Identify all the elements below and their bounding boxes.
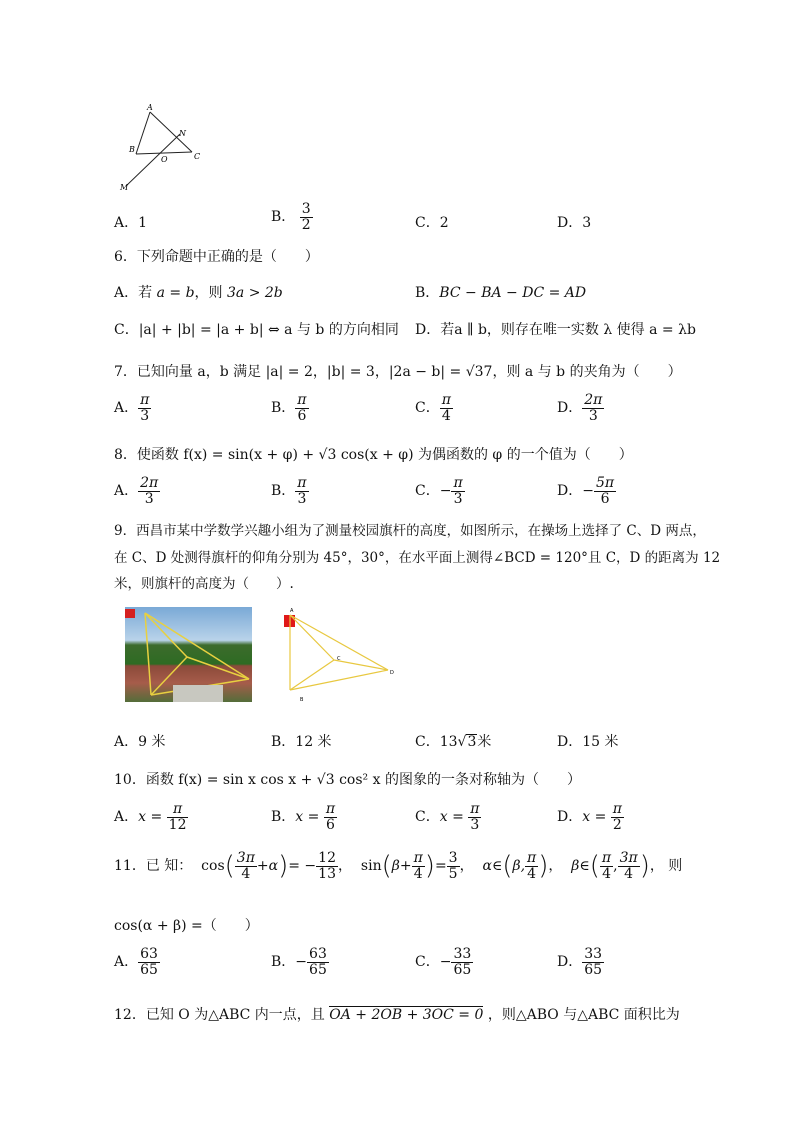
- q6-option-d-label: D．若: [415, 322, 455, 338]
- q6-option-b[interactable]: [415, 282, 586, 302]
- q5-option-b-fraction: $\frac{3}{2}$: [301, 201, 311, 233]
- q5-option-b[interactable]: [271, 202, 313, 232]
- q9-option-b[interactable]: B．12 米: [271, 734, 332, 750]
- q9-stem-line2: 在 C、D 处测得旗杆的仰角分别为 45°，30°，在水平面上测得∠BCD = 120°且 C，D 的距离为 12: [114, 550, 721, 566]
- q11-option-b[interactable]: B．− $\frac{63}{65}$: [271, 946, 327, 978]
- q11-stem-line2: cos(α + β) =（ ）: [114, 918, 259, 934]
- q7-option-b[interactable]: B． $\frac{\pi}{6}$: [271, 392, 307, 424]
- q10-option-d[interactable]: D．x = $\frac{\pi}{2}$: [557, 801, 622, 833]
- q6-option-b-expr: BC − BA − DC = AD: [439, 285, 587, 301]
- svg-text:D: D: [390, 670, 394, 676]
- q9-option-a[interactable]: A．9 米: [114, 734, 166, 750]
- q11-stem: 11．已 知： cos( $\frac{3\pi}{4}$ +α)= − $\frac{12}{13}$ ， sin(β+ $\frac{\pi}{4}$ )= $\frac{3}{5}$ ， α∈(β, $\frac{\pi}{4}$ )， β∈( $\frac{\pi}{4}$ , $\frac{3\pi}{4}$ )， 则: [114, 850, 683, 882]
- q8-option-b[interactable]: B． $\frac{\pi}{3}$: [271, 475, 307, 507]
- q6-option-a[interactable]: A．若 a = b，则 3a > 2b: [114, 285, 283, 301]
- q6-option-c-expr: |a| + |b| = |a + b| ⇔ a 与 b 的方向相同: [138, 322, 399, 338]
- q7-stem: 7．已知向量 a，b 满足 |a| = 2，|b| = 3，|2a − b| = √37，则 a 与 b 的夹角为（ ）: [114, 364, 682, 380]
- q6-option-c-label: C．: [114, 322, 139, 338]
- q8-option-d[interactable]: D．− $\frac{5\pi}{6}$: [557, 475, 615, 507]
- label-o: O: [161, 155, 168, 164]
- q9-option-d[interactable]: D．15 米: [557, 734, 619, 750]
- q10-option-a[interactable]: A．x = $\frac{\pi}{12}$: [114, 801, 187, 833]
- flagpole-diagram: [282, 605, 402, 705]
- q6-option-d[interactable]: [415, 319, 696, 339]
- q10-option-b[interactable]: B．x = $\frac{\pi}{6}$: [271, 801, 336, 833]
- q11-option-c[interactable]: C．− $\frac{33}{65}$: [415, 946, 472, 978]
- svg-text:B: B: [300, 697, 304, 703]
- q5-option-d[interactable]: D．3: [557, 215, 592, 231]
- q5-option-c[interactable]: C．2: [415, 215, 449, 231]
- q8-option-c[interactable]: C．− $\frac{\pi}{3}$: [415, 475, 463, 507]
- q10-option-c[interactable]: C．x = $\frac{\pi}{3}$: [415, 801, 480, 833]
- label-m: M: [120, 183, 129, 192]
- q6-option-d-expr: a ∥ b，则存在唯一实数 λ 使得 a = λb: [454, 322, 696, 338]
- q8-option-a[interactable]: A． $\frac{2\pi}{3}$: [114, 475, 159, 507]
- label-c: C: [194, 152, 201, 161]
- label-a: A: [147, 103, 153, 112]
- svg-text:A: A: [290, 608, 294, 614]
- q11-option-a[interactable]: A． $\frac{63}{65}$: [114, 946, 158, 978]
- q7-option-a[interactable]: A． $\frac{\pi}{3}$: [114, 392, 150, 424]
- q6-option-b-label: B．: [415, 285, 440, 301]
- q7-option-d[interactable]: D． $\frac{2\pi}{3}$: [557, 392, 603, 424]
- q9-option-c[interactable]: C．13√3米: [415, 734, 492, 750]
- q8-stem: 8．使函数 f(x) = sin(x + φ) + √3 cos(x + φ) 为偶函数的 φ 的一个值为（ ）: [114, 447, 633, 463]
- q9-stem-line1: 9．西昌市某中学数学兴趣小组为了测量校园旗杆的高度，如图所示，在操场上选择了 C、D 两点，: [114, 523, 706, 539]
- flagpole-photo-overlay: [125, 607, 252, 702]
- triangle-figure: [112, 100, 208, 194]
- q12-stem: 12．已知 O 为△ABC 内一点，且 OA + 2OB + 3OC = 0 ，则△ABO 与△ABC 面积比为: [114, 1007, 680, 1023]
- q5-option-a[interactable]: A．1: [114, 215, 148, 231]
- q5-option-b-label: B．: [271, 209, 296, 226]
- q9-stem-line3: 米，则旗杆的高度为（ ）.: [114, 576, 294, 592]
- label-n: N: [179, 129, 186, 138]
- svg-text:C: C: [337, 656, 341, 662]
- q6-option-c[interactable]: [114, 319, 399, 339]
- q11-option-d[interactable]: D． $\frac{33}{65}$: [557, 946, 603, 978]
- q10-stem: 10．函数 f(x) = sin x cos x + √3 cos² x 的图象的一条对称轴为（ ）: [114, 772, 581, 788]
- q6-option-a-mid: ，则: [194, 285, 223, 301]
- q6-option-a-label: A．若: [114, 285, 153, 301]
- q7-option-c[interactable]: C． $\frac{\pi}{4}$: [415, 392, 451, 424]
- q6-stem: 6．下列命题中正确的是（ ）: [114, 249, 319, 265]
- q6-option-a-rel: 3a > 2b: [227, 285, 283, 301]
- label-b: B: [129, 145, 135, 154]
